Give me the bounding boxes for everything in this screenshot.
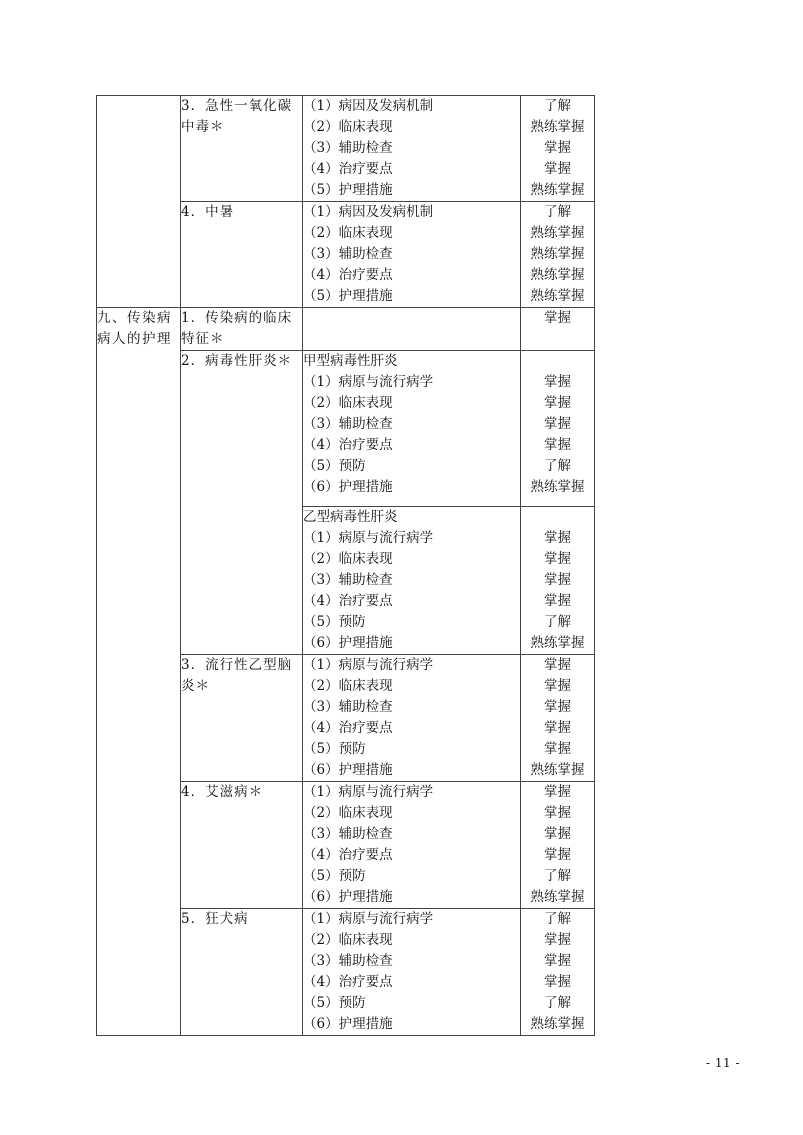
outline-item: （1）病原与流行病学 — [303, 911, 434, 927]
outline-item: （3）辅助检查 — [303, 826, 393, 842]
outline-item: （4）治疗要点 — [303, 974, 393, 990]
topic-cell: 2．病毒性肝炎＊ — [181, 351, 303, 655]
requirement-level: 掌握 — [544, 678, 571, 694]
requirement-level: 掌握 — [544, 784, 571, 800]
outline-item: （4）治疗要点 — [303, 847, 393, 863]
outline-item: （3）辅助检查 — [303, 699, 393, 715]
content-cell — [303, 909, 521, 1036]
requirement-level: 熟练掌握 — [530, 635, 585, 651]
outline-item: （1）病因及发病机制 — [303, 98, 434, 114]
requirement-level: 熟练掌握 — [530, 889, 585, 905]
content-cell — [303, 96, 521, 202]
requirement-level: 熟练掌握 — [530, 246, 585, 262]
requirement-level: 了解 — [544, 458, 571, 474]
requirement-level: 掌握 — [544, 720, 571, 736]
requirement-level: 了解 — [544, 911, 571, 927]
requirement-level: 掌握 — [544, 437, 571, 453]
requirement-level: 熟练掌握 — [530, 762, 585, 778]
requirement-level: 了解 — [544, 614, 571, 630]
page-number: - 11 - — [706, 1056, 741, 1070]
subsection-title: 乙型病毒性肝炎 — [303, 509, 398, 525]
requirement-level: 熟练掌握 — [530, 225, 585, 241]
requirement-cell — [521, 96, 595, 202]
outline-item: （5）预防 — [303, 458, 366, 474]
requirement-level: 掌握 — [544, 657, 571, 673]
topic-cell: 4．中暑 — [181, 202, 303, 308]
requirement-level: 掌握 — [544, 974, 571, 990]
content-cell — [303, 655, 521, 782]
requirement-level: 掌握 — [544, 395, 571, 411]
outline-item: （3）辅助检查 — [303, 246, 393, 262]
content-cell — [303, 308, 521, 351]
outline-item: （6）护理措施 — [303, 762, 393, 778]
content-cell — [303, 782, 521, 909]
outline-item: （3）辅助检查 — [303, 416, 393, 432]
requirement-level: 掌握 — [544, 161, 571, 177]
requirement-level: 掌握 — [544, 699, 571, 715]
outline-item: （5）预防 — [303, 614, 366, 630]
requirement-cell — [521, 308, 595, 351]
content-cell — [303, 351, 521, 507]
requirement-level: 熟练掌握 — [530, 182, 585, 198]
topic-cell: 4．艾滋病＊ — [181, 782, 303, 909]
syllabus-table — [96, 95, 595, 1036]
requirement-level: 熟练掌握 — [530, 479, 585, 495]
subsection-title: 甲型病毒性肝炎 — [303, 353, 398, 369]
group-gap — [521, 498, 594, 506]
requirement-spacer — [521, 351, 594, 372]
requirement-level: 了解 — [544, 98, 571, 114]
requirement-cell — [521, 202, 595, 308]
requirement-cell — [521, 507, 595, 655]
group-gap — [303, 498, 520, 506]
outline-item: （3）辅助检查 — [303, 140, 393, 156]
outline-item: （2）临床表现 — [303, 805, 393, 821]
requirement-cell — [521, 782, 595, 909]
outline-item — [303, 308, 520, 329]
requirement-level: 掌握 — [544, 310, 571, 326]
outline-item: （3）辅助检查 — [303, 953, 393, 969]
requirement-cell — [521, 351, 595, 507]
requirement-level: 掌握 — [544, 805, 571, 821]
requirement-level: 掌握 — [544, 847, 571, 863]
requirement-spacer — [521, 507, 594, 528]
outline-item: （5）预防 — [303, 995, 366, 1011]
requirement-level: 掌握 — [544, 826, 571, 842]
requirement-level: 了解 — [544, 868, 571, 884]
outline-item: （4）治疗要点 — [303, 593, 393, 609]
topic-cell: 3．流行性乙型脑炎＊ — [181, 655, 303, 782]
requirement-level: 掌握 — [544, 572, 571, 588]
requirement-level: 掌握 — [544, 374, 571, 390]
requirement-level: 掌握 — [544, 416, 571, 432]
requirement-cell — [521, 909, 595, 1036]
outline-item: （2）临床表现 — [303, 678, 393, 694]
outline-item: （4）治疗要点 — [303, 267, 393, 283]
topic-cell: 1．传染病的临床特征＊ — [181, 308, 303, 351]
requirement-level: 掌握 — [544, 551, 571, 567]
outline-item: （6）护理措施 — [303, 1016, 393, 1032]
unit-cell — [97, 96, 181, 308]
outline-item: （1）病因及发病机制 — [303, 204, 434, 220]
outline-item: （3）辅助检查 — [303, 572, 393, 588]
requirement-level: 掌握 — [544, 932, 571, 948]
outline-item: （2）临床表现 — [303, 225, 393, 241]
syllabus-table-body — [97, 96, 595, 1036]
outline-item: （2）临床表现 — [303, 119, 393, 135]
outline-item: （6）护理措施 — [303, 479, 393, 495]
outline-item: （1）病原与流行病学 — [303, 374, 434, 390]
outline-item: （6）护理措施 — [303, 889, 393, 905]
content-cell — [303, 507, 521, 655]
table-row — [97, 308, 595, 351]
unit-cell: 九、传染病病人的护理 — [97, 308, 181, 1036]
outline-item: （5）预防 — [303, 741, 366, 757]
requirement-level: 掌握 — [544, 593, 571, 609]
outline-item: （1）病原与流行病学 — [303, 784, 434, 800]
requirement-level: 掌握 — [544, 953, 571, 969]
outline-item: （5）护理措施 — [303, 182, 393, 198]
topic-cell: 3．急性一氧化碳中毒＊ — [181, 96, 303, 202]
outline-item: （1）病原与流行病学 — [303, 657, 434, 673]
outline-item: （4）治疗要点 — [303, 161, 393, 177]
outline-item: （1）病原与流行病学 — [303, 530, 434, 546]
content-cell — [303, 202, 521, 308]
outline-item: （5）护理措施 — [303, 288, 393, 304]
requirement-level: 熟练掌握 — [530, 119, 585, 135]
table-row — [97, 96, 595, 202]
outline-item: （2）临床表现 — [303, 932, 393, 948]
outline-item: （2）临床表现 — [303, 395, 393, 411]
requirement-level: 掌握 — [544, 140, 571, 156]
topic-cell: 5．狂犬病 — [181, 909, 303, 1036]
outline-item: （6）护理措施 — [303, 635, 393, 651]
outline-item: （5）预防 — [303, 868, 366, 884]
outline-item: （4）治疗要点 — [303, 437, 393, 453]
requirement-level: 掌握 — [544, 741, 571, 757]
requirement-level: 熟练掌握 — [530, 267, 585, 283]
outline-item: （4）治疗要点 — [303, 720, 393, 736]
outline-item: （2）临床表现 — [303, 551, 393, 567]
requirement-level: 了解 — [544, 204, 571, 220]
requirement-level: 了解 — [544, 995, 571, 1011]
requirement-level: 掌握 — [544, 530, 571, 546]
requirement-cell — [521, 655, 595, 782]
requirement-level: 熟练掌握 — [530, 288, 585, 304]
requirement-level: 熟练掌握 — [530, 1016, 585, 1032]
